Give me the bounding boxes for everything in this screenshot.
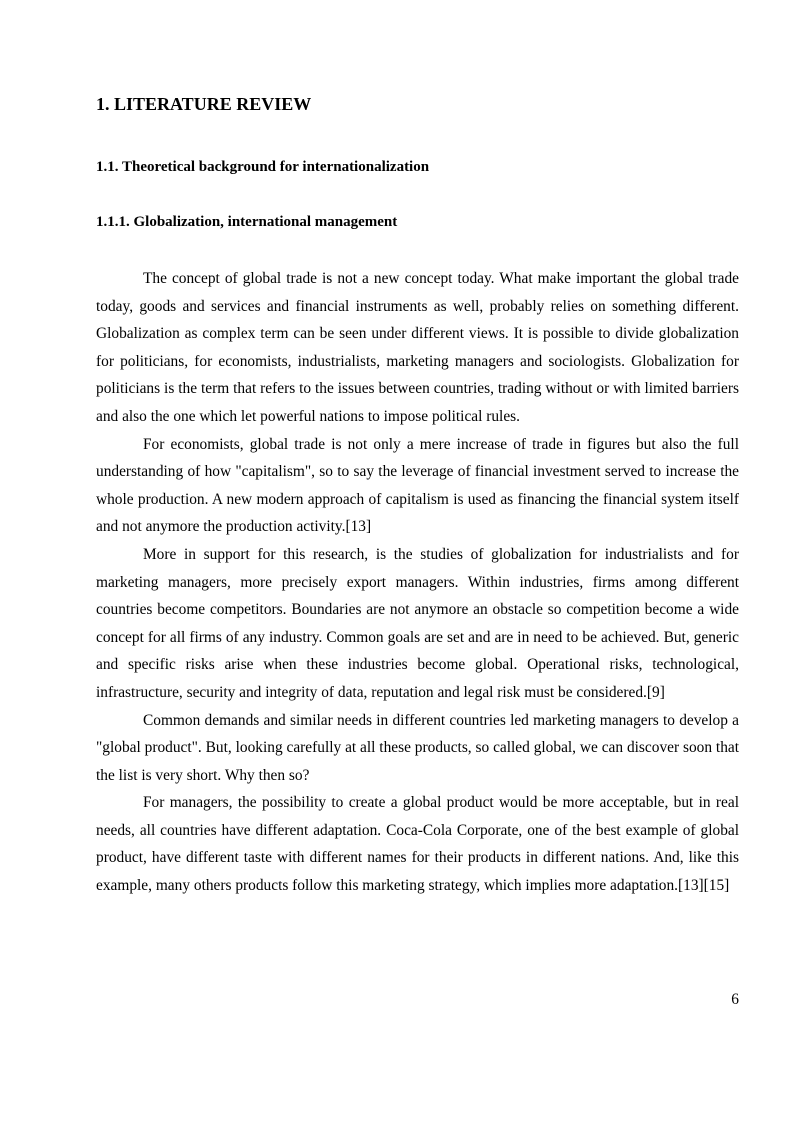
paragraph: For managers, the possibility to create a global product would be more acceptable, but in real needs, all countries have different adaptation. Coca-Cola Corporate, one of the best example of global product, have different taste with different names for their products in different nations. And, like this example, many others products follow this marketing strategy, which implies more adaptation.[13][15] — [96, 794, 739, 895]
paragraph: The concept of global trade is not a new concept today. What make important the global trade today, goods and services and financial instruments as well, probably relies on something different. Globalization as complex term can be seen under different views. It is possible to divide globalization for politicians, for economists, industrialists, marketing managers and sociologists. Globalization for politicians is the term that refers to the issues between countries, trading without or with limited barriers and also the one which let powerful nations to impose political rules. — [96, 270, 739, 425]
page-number: 6 — [731, 991, 739, 1008]
paragraph: Common demands and similar needs in different countries led marketing managers to develop a "global product". But, looking carefully at all these products, so called global, we can discover soon that the list is very short. Why then so? — [96, 711, 739, 784]
paragraph: More in support for this research, is the studies of globalization for industrialists and for marketing managers, more precisely export managers. Within industries, firms among different countries become competitors. Boundaries are not anymore an obstacle so competition become a wide concept for all firms of any industry. Common goals are set and are in need to be achieved. But, generic and specific risks arise when these industries become global. Operational risks, technological, infrastructure, security and integrity of data, reputation and legal risk must be considered.[9] — [96, 545, 739, 701]
body-text — [96, 265, 739, 900]
chapter-heading: 1. LITERATURE REVIEW — [96, 94, 312, 114]
subsection-heading: 1.1.1. Globalization, international management — [96, 214, 398, 230]
paragraph: For economists, global trade is not only a mere increase of trade in figures but also the full understanding of how "capitalism", so to say the leverage of financial investment served to increase the whole production. A new modern approach of capitalism is used as financing the financial system itself and not anymore the production activity.[13] — [96, 435, 739, 536]
section-heading: 1.1. Theoretical background for internationalization — [96, 159, 430, 175]
